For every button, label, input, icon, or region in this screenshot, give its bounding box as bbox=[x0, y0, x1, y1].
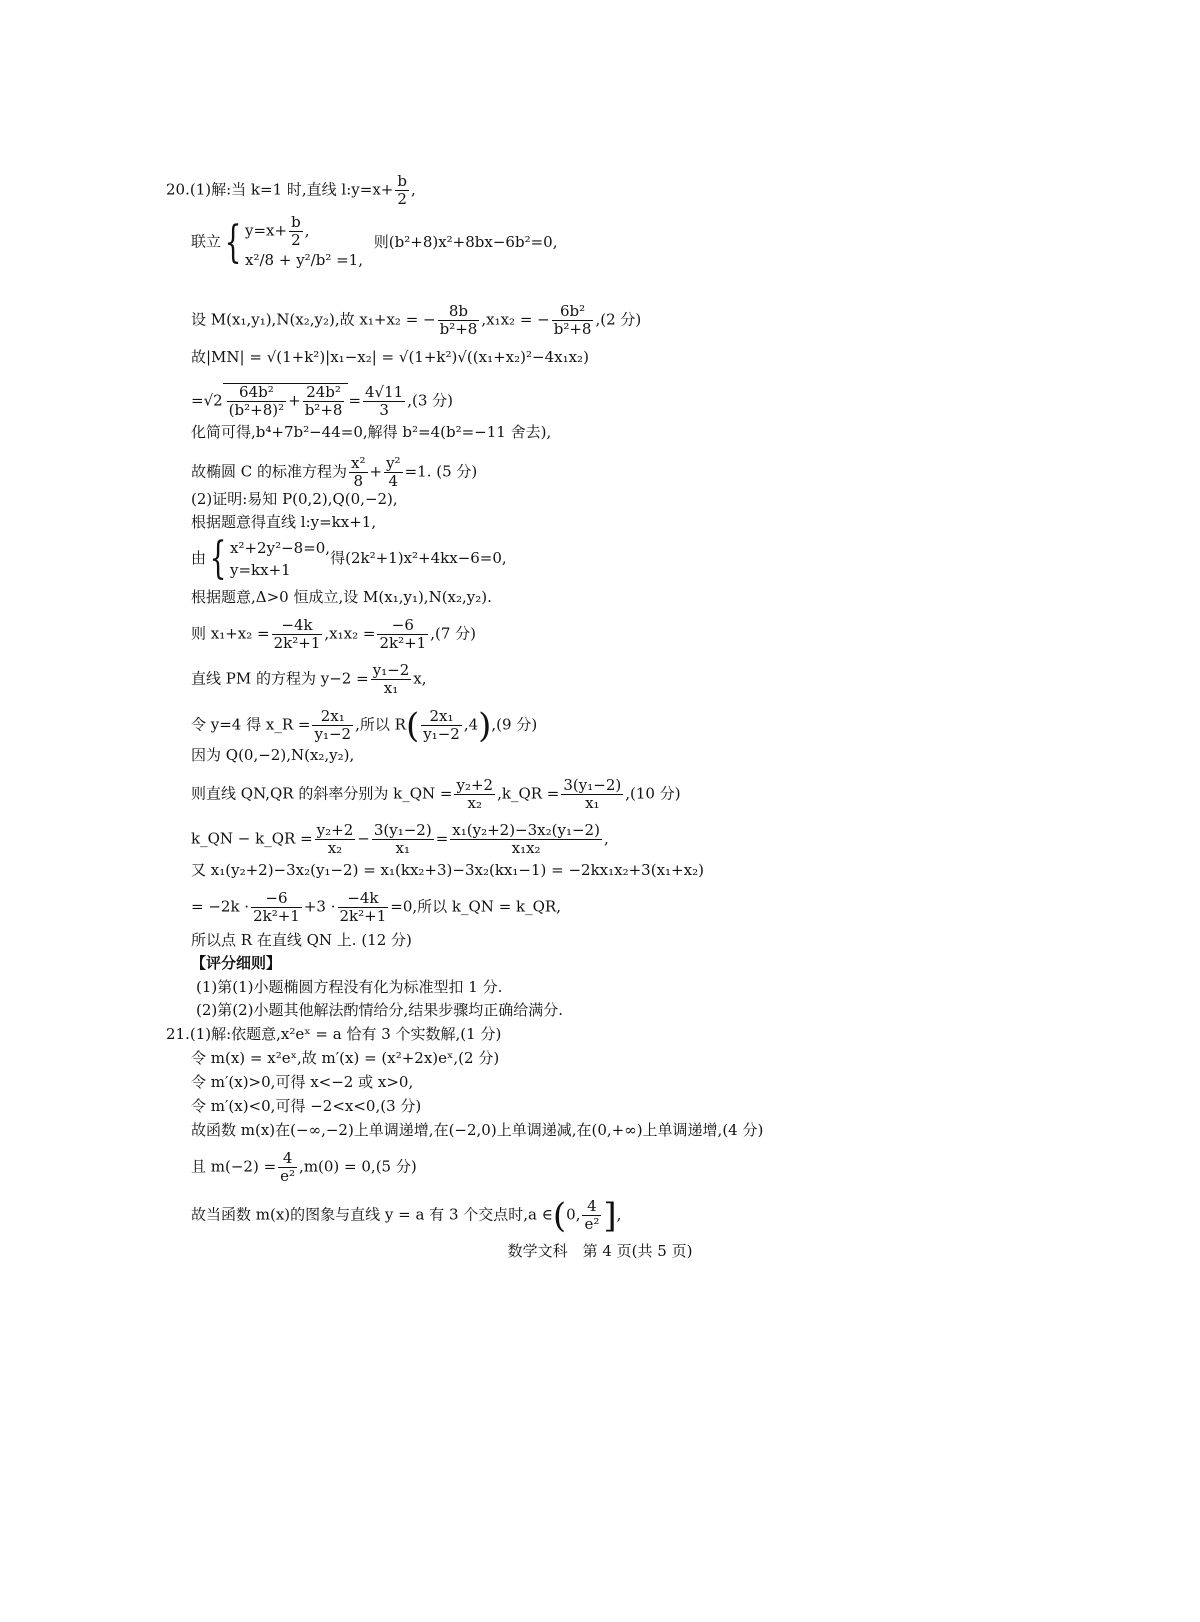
fraction: $\frac{b}{2}$ bbox=[397, 172, 407, 208]
scoring-rule-2: (2)第(2)小题其他解法酌情给分,结果步骤均正确给满分. bbox=[196, 1001, 564, 1019]
q21-line-3: 令 m′(x)>0,可得 x<−2 或 x>0, bbox=[191, 1073, 414, 1091]
conclusion-line: 所以点 R 在直线 QN 上. (12 分) bbox=[191, 931, 412, 949]
q21-line-7: 故当函数 m(x)的图象与直线 y = a 有 3 个交点时,a ∈(0, $\frac{4}{\text{e²}}$ ], bbox=[191, 1195, 622, 1236]
ellipse-equation-line: 故椭圆 C 的标准方程为 $\frac{\text{x²}}{8}$ + $\frac{\text{y²}}{4}$ =1. (5 分) bbox=[191, 454, 478, 490]
vieta-line-2: 则 x₁+x₂ = $\frac{-4k}{\text{2k²+1}}$ ,x₁x₂ = $\frac{-6}{\text{2k²+1}}$ ,(7 分) bbox=[191, 616, 477, 652]
simplify-line: 化简可得,b⁴+7b²−44=0,解得 b²=4(b²=−11 舍去), bbox=[191, 423, 552, 441]
scoring-rule-1: (1)第(1)小题椭圆方程没有化为标准型扣 1 分. bbox=[196, 978, 503, 996]
brace-icon: { bbox=[224, 216, 242, 268]
question-number: 21. bbox=[166, 1025, 190, 1043]
vieta-line-1: 设 M(x₁,y₁),N(x₂,y₂),故 x₁+x₂ = − $\frac{8b}{\text{b²+8}}$ ,x₁x₂ = − $\frac{\text{6b²}}{\text{b²+8}}$ ,(2 分) bbox=[191, 302, 642, 338]
system-equation-1: 联立{ y=x+ $\frac{b}{2}$ , x²/8 + y²/b² =1, 则(b²+8)x²+8bx−6b²=0, bbox=[191, 213, 558, 269]
q21-line-5: 故函数 m(x)在(−∞,−2)上单调递增,在(−2,0)上单调递减,在(0,+∞)上单调递增,(4 分) bbox=[191, 1121, 764, 1139]
delta-line: 根据题意,Δ>0 恒成立,设 M(x₁,y₁),N(x₂,y₂). bbox=[191, 588, 492, 606]
line-pm: 直线 PM 的方程为 y−2 = $\frac{\text{y₁−2}}{\text{x₁}}$ x, bbox=[191, 661, 427, 697]
chord-length-line: 故|MN| = √(1+k²)|x₁−x₂| = √(1+k²)√((x₁+x₂)²−4x₁x₂) bbox=[191, 348, 589, 366]
point-r-line: 令 y=4 得 x_R = $\frac{\text{2x₁}}{\text{y₁−2}}$ ,所以 R( $\frac{\text{2x₁}}{\text{y₁−2}}$ ,4),(9 分) bbox=[191, 705, 538, 746]
slopes-line: 则直线 QN,QR 的斜率分别为 k_QN = $\frac{\text{y₂+2}}{\text{x₂}}$ ,k_QR = $\frac{\text{3(y₁−2)}}{\text{x₁}}$ ,(10 分) bbox=[191, 776, 681, 812]
q21-line-4: 令 m′(x)<0,可得 −2<x<0,(3 分) bbox=[191, 1097, 422, 1115]
question-number: 20. bbox=[166, 180, 190, 199]
scoring-rules-title: 【评分细则】 bbox=[191, 954, 282, 972]
q21-line-1: 21.(1)解:依题意,x²eˣ = a 恰有 3 个实数解,(1 分) bbox=[166, 1025, 502, 1043]
system-equation-2: 由{ x²+2y²−8=0, y=kx+1 得(2k²+1)x²+4kx−6=0, bbox=[191, 533, 507, 584]
brace-icon: { bbox=[209, 533, 227, 584]
expand-line: 又 x₁(y₂+2)−3x₂(y₁−2) = x₁(kx₂+3)−3x₂(kx₁−1) = −2kx₁x₂+3(x₁+x₂) bbox=[191, 861, 704, 879]
page-footer: 数学文科 第 4 页(共 5 页) bbox=[507, 1242, 693, 1260]
q20-intro: 20.(1)解:当 k=1 时,直线 l:y=x+ $\frac{b}{2}$ , bbox=[166, 172, 416, 208]
slope-difference-line: k_QN − k_QR = $\frac{\text{y₂+2}}{\text{x₂}}$ − $\frac{\text{3(y₁−2)}}{\text{x₁}}$ = $\frac{\text{x₁(y₂+2)−3x₂(y₁−2)}}{\text{x₁x₂}}$ , bbox=[191, 821, 609, 857]
evaluate-line: = −2k · $\frac{-6}{\text{2k²+1}}$ +3 · $\frac{-4k}{\text{2k²+1}}$ =0,所以 k_QN = k_QR, bbox=[191, 889, 561, 925]
q21-line-2: 令 m(x) = x²eˣ,故 m′(x) = (x²+2x)eˣ,(2 分) bbox=[191, 1049, 500, 1067]
line-l: 根据题意得直线 l:y=kx+1, bbox=[191, 513, 377, 531]
q-n-line: 因为 Q(0,−2),N(x₂,y₂), bbox=[191, 746, 355, 764]
chord-eval-line: =√2 $\frac{\text{64b²}}{\text{(b²+8)²}}$ + $\frac{\text{24b²}}{\text{b²+8}}$ = $\frac{4√11}{3}$ ,(3 分) bbox=[191, 383, 454, 419]
part2-intro: (2)证明:易知 P(0,2),Q(0,−2), bbox=[191, 490, 398, 508]
q21-line-6: 且 m(−2) = $\frac{4}{\text{e²}}$ ,m(0) = 0,(5 分) bbox=[191, 1149, 417, 1185]
